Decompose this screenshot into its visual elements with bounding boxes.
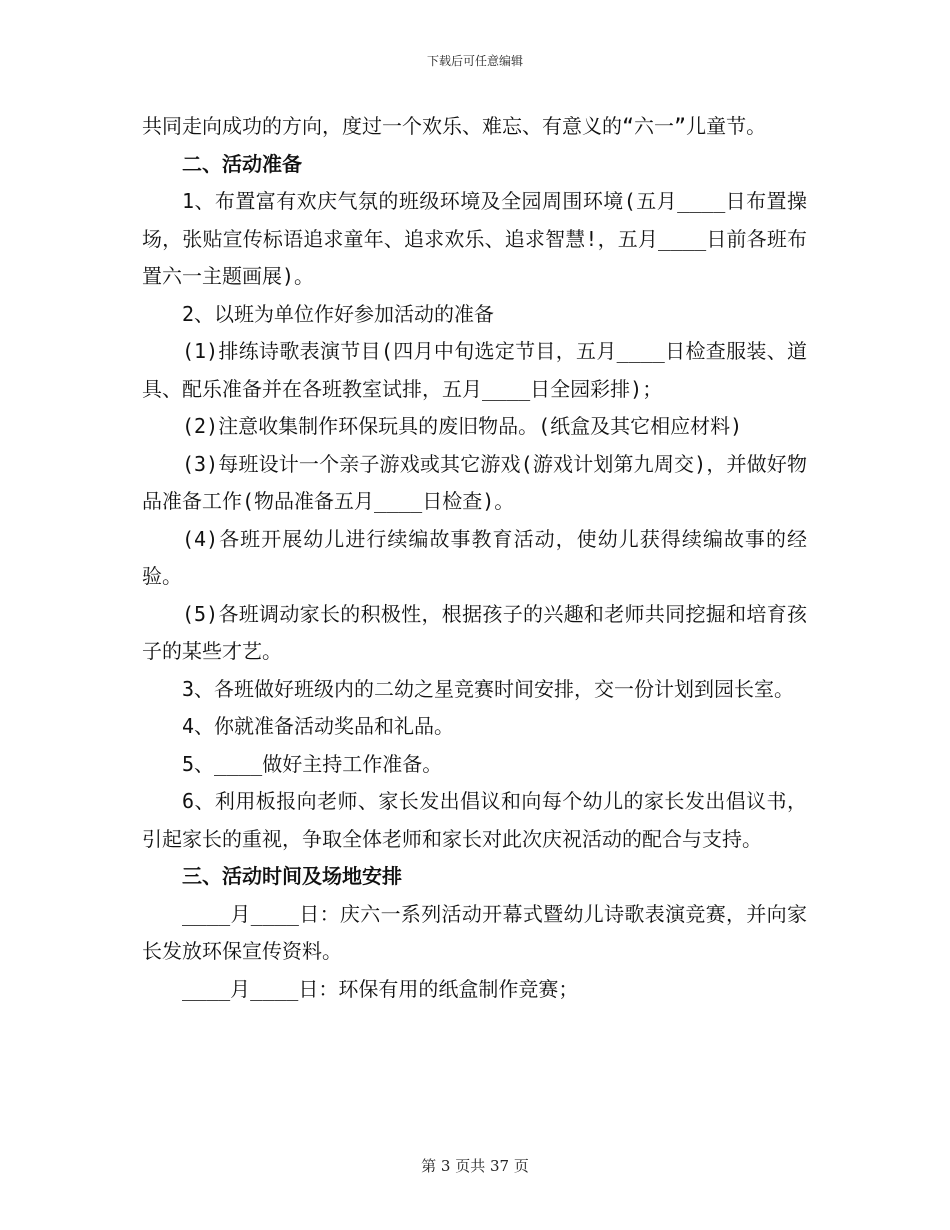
paragraph: 4、你就准备活动奖品和礼品。: [182, 714, 455, 738]
paragraph: (2)注意收集制作环保玩具的废旧物品。(纸盒及其它相应材料): [182, 414, 743, 438]
paragraph: (5)各班调动家长的积极性，根据孩子的兴趣和老师共同挖掘和培育孩子的某些才艺。: [142, 601, 807, 663]
section-heading: 二、活动准备: [182, 151, 302, 176]
paragraph: 5、____做好主持工作准备。: [182, 751, 443, 776]
paragraph: (4)各班开展幼儿进行续编故事教育活动，使幼儿获得续编故事的经验。: [142, 526, 807, 588]
paragraph: 3、各班做好班级内的二幼之星竞赛时间安排，交一份计划到园长室。: [182, 676, 795, 701]
paragraph: 2、以班为单位作好参加活动的准备: [182, 301, 495, 326]
paragraph: 共同走向成功的方向，度过一个欢乐、难忘、有意义的“六一”儿童节。: [142, 114, 767, 138]
paragraph: (3)每班设计一个亲子游戏或其它游戏(游戏计划第九周交)，并做好物品准备工作(物品准备五月____日检查)。: [142, 451, 807, 513]
section-heading: 三、活动时间及场地安排: [182, 864, 402, 888]
paragraph: (1)排练诗歌表演节目(四月中旬选定节目，五月____日检查服装、道具、配乐准备并在各班教室试排，五月____日全园彩排)；: [142, 339, 807, 401]
paragraph: 1、布置富有欢庆气氛的班级环境及全园周围环境(五月____日布置操场，张贴宣传标语追求童年、追求欢乐、追求智慧!，五月____日前各班布置六一主题画展)。: [142, 189, 807, 288]
paragraph: 6、利用板报向老师、家长发出倡议和向每个幼儿的家长发出倡议书，引起家长的重视，争取全体老师和家长对此次庆祝活动的配合与支持。: [142, 789, 807, 851]
paragraph: ____月____日：环保有用的纸盒制作竞赛；: [182, 976, 579, 1001]
paragraph: ____月____日：庆六一系列活动开幕式暨幼儿诗歌表演竞赛，并向家长发放环保宣传资料。: [142, 901, 807, 963]
page-footer: 第 3 页共 37 页: [421, 1157, 529, 1175]
document-body: [142, 108, 807, 1008]
page-header: 下载后可任意编辑: [426, 54, 523, 68]
